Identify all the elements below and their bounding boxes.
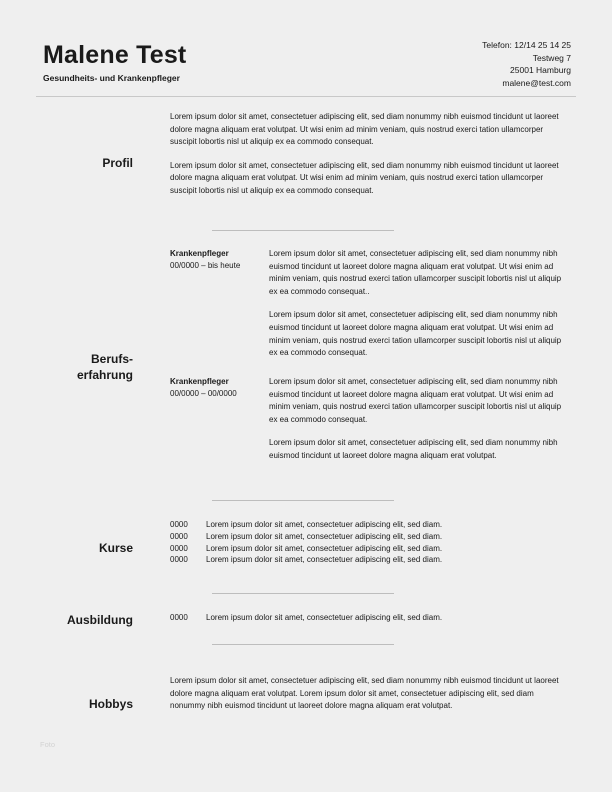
list-item: [170, 519, 442, 531]
course-code: 0000: [170, 520, 188, 529]
job-title: Krankenpfleger: [170, 249, 229, 258]
education-text: Lorem ipsum dolor sit amet, consectetuer adipiscing elit, sed diam.: [206, 613, 443, 622]
applicant-name: Malene Test: [43, 41, 187, 69]
list-item: [170, 543, 442, 555]
section-label-line: Berufs-: [90, 352, 133, 366]
job-description: [269, 248, 569, 360]
course-text: Lorem ipsum dolor sit amet, consectetuer adipiscing elit, sed diam.: [206, 520, 443, 529]
profil-text: [170, 111, 570, 198]
section-divider: [212, 644, 394, 645]
contact-phone: Telefon: 12/14 25 14 25: [482, 40, 571, 50]
job-description: [269, 376, 569, 463]
list-item: [170, 531, 442, 543]
section-divider: [212, 593, 394, 594]
job-paragraph: Lorem ipsum dolor sit amet, consectetuer adipiscing elit, sed diam nonummy nibh euismod tincidunt ut laoreet dolore magna aliquam erat volutpat. Ut wisi enim ad minim veniam, quis nostrud exerci tation ullamcorper suscipit lobortis nisl ut aliquip ex ea commodo consequat.: [269, 377, 562, 424]
applicant-job-title: Gesundheits- und Krankenpfleger: [43, 73, 180, 83]
job-dates: 00/0000 – bis heute: [170, 261, 241, 270]
section-label-berufserfahrung: [77, 351, 133, 383]
section-divider: [212, 230, 394, 231]
section-label-profil: Profil: [102, 156, 133, 170]
job-paragraph: Lorem ipsum dolor sit amet, consectetuer adipiscing elit, sed diam nonummy nibh euismod tincidunt ut laoreet dolore magna aliquam erat volutpat. Ut wisi enim ad minim veniam, quis nostrud exerci tation ullamcorper suscipit lobortis nisl ut aliquip ex ea commodo consequat.: [269, 310, 562, 358]
job-paragraph: Lorem ipsum dolor sit amet, consectetuer adipiscing elit, sed diam nonummy nibh euismod tincidunt ut laoreet dolore magna aliquam erat volutpat.: [269, 438, 558, 460]
section-label-hobbys: Hobbys: [88, 697, 133, 711]
job-dates: 00/0000 – 00/0000: [170, 389, 237, 398]
contact-block: [482, 39, 571, 89]
section-label-ausbildung: Ausbildung: [67, 613, 133, 627]
hobbys-text: [170, 675, 570, 713]
contact-city: 25001 Hamburg: [510, 65, 571, 76]
section-divider: [212, 500, 394, 501]
ausbildung-list: [170, 612, 442, 624]
section-label-line: erfahrung: [76, 368, 133, 382]
header-divider: [36, 96, 576, 97]
course-text: Lorem ipsum dolor sit amet, consectetuer adipiscing elit, sed diam.: [206, 543, 443, 553]
education-code: 0000: [170, 613, 188, 622]
course-code: 0000: [170, 555, 188, 565]
kurse-list: [170, 519, 442, 566]
list-item: [170, 554, 442, 566]
course-text: Lorem ipsum dolor sit amet, consectetuer adipiscing elit, sed diam.: [206, 555, 443, 565]
contact-email: malene@test.com: [502, 77, 571, 88]
section-label-kurse: Kurse: [98, 541, 133, 555]
profil-paragraph: Lorem ipsum dolor sit amet, consectetuer adipiscing elit, sed diam nonummy nibh euismod tincidunt ut laoreet dolore magna aliquam erat volutpat. Ut wisi enim ad minim veniam, quis nostrud exerci tation ullamcorper suscipit lobortis nisl ut aliquip ex ea commodo consequat.: [170, 160, 559, 195]
course-code: 0000: [170, 543, 188, 553]
course-code: 0000: [170, 531, 188, 541]
watermark-text: Foto: [40, 740, 56, 749]
profil-paragraph: Lorem ipsum dolor sit amet, consectetuer adipiscing elit, sed diam nonummy nibh euismod tincidunt ut laoreet dolore magna aliquam erat volutpat. Ut wisi enim ad minim veniam, quis nostrud exerci tation ullamcorper suscipit lobortis nisl ut aliquip ex ea commodo consequat.: [170, 112, 559, 147]
course-text: Lorem ipsum dolor sit amet, consectetuer adipiscing elit, sed diam.: [206, 531, 443, 541]
job-title: Krankenpfleger: [170, 377, 229, 386]
job-paragraph: Lorem ipsum dolor sit amet, consectetuer adipiscing elit, sed diam nonummy nibh euismod tincidunt ut laoreet dolore magna aliquam erat volutpat. Ut wisi enim ad minim veniam, quis nostrud exerci tation ullamcorper suscipit lobortis nisl ut aliquip ex ea commodo consequat..: [269, 249, 562, 296]
list-item: [170, 612, 442, 624]
hobbys-paragraph: Lorem ipsum dolor sit amet, consectetuer adipiscing elit, sed diam nonummy nibh euismod tincidunt ut laoreet dolore magna aliquam erat volutpat. Lorem ipsum dolor sit amet, consectetuer adipiscing elit, sed diam nonummy nibh euismod tincidunt ut laoreet dolore magna aliquam erat volutpat.: [170, 676, 559, 711]
contact-street: Testweg 7: [532, 52, 571, 63]
